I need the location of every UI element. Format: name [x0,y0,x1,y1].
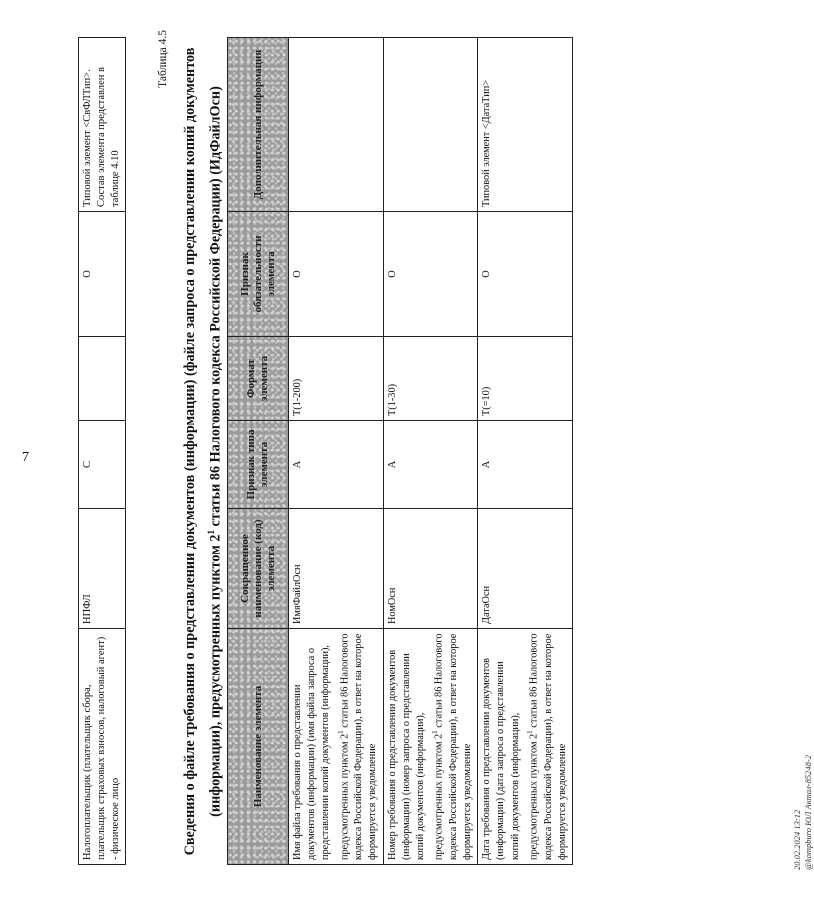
table-row [289,38,384,865]
header-required: Признак обязательности элемента [228,212,289,337]
header-format: Формат элемента [228,337,289,421]
cell-format: T(1-30) [383,337,478,421]
header-name: Наименование элемента [228,629,289,865]
cell-code: ИмяФайлОсн [289,509,384,629]
cell-required: О [289,212,384,337]
header-info: Дополнительная информация [228,38,289,212]
cell-superscript: 1 [431,730,440,734]
title-text: (информации), предусмотренных пунктом 2 [207,534,224,817]
elements-table [227,37,573,865]
title-line-1: Сведения о файле требования о представлении документов (информации) (файле запроса о представлении копий документов [182,47,198,856]
table-row [478,38,573,865]
table-row [79,38,126,865]
print-stamp [792,755,814,870]
title-line-2 [201,38,227,865]
cell-text: статьи 86 Налогового кодекса Российской Федерации), в ответ на которое формируется уведомление [528,633,568,860]
cell-type: А [383,421,478,509]
cell-superscript: 1 [525,730,534,734]
page-number: 7 [22,450,29,465]
cell-info [289,38,384,212]
cell-info: Типовой элемент <ДатаТип> [478,38,573,212]
print-source: @kompburo ЮЛ Актал-85248-2 [803,755,813,870]
cell-text: статьи 86 Налогового кодекса Российской Федерации), в ответ на которое формируется уведомление [339,633,379,860]
cell-required: О [79,212,126,337]
cell-info: Типовой элемент <СвФЛТип>. Состав элемента представлен в таблице 4.10 [79,38,126,212]
cell-text: Номер требования о представлении документов (информации) (номер запроса о представлении копий документов (информации), предусмотренных пунктом 2 [386,649,445,860]
cell-code: НПФЛ [79,509,126,629]
cell-format: T(1-200) [289,337,384,421]
cell-type: А [289,421,384,509]
cell-required: О [478,212,573,337]
cell-name [478,629,573,865]
cell-format [79,337,126,421]
print-date: 20.02.2024 13:12 [792,809,802,870]
cell-superscript: 1 [336,730,345,734]
cell-format: T(=10) [478,337,573,421]
table-caption: Таблица 4.5 [157,30,169,88]
cell-type: А [478,421,573,509]
title-text: статьи 86 Налогового кодекса Российской Федерации) (ИдФайлОсн) [207,86,224,531]
cell-type: С [79,421,126,509]
cell-code: НомОсн [383,509,478,629]
header-type: Признак типа элемента [228,421,289,509]
cell-text: статьи 86 Налогового кодекса Российской Федерации), в ответ на которое формируется уведомление [433,633,474,860]
cell-name [289,629,384,865]
cell-name: Налогоплательщик (плательщик сбора, плательщик страховых взносов, налоговый агент) - физическое лицо [79,629,126,865]
cell-info [383,38,478,212]
table-row [383,38,478,865]
continuation-table [78,37,126,865]
table-header-row [228,38,289,865]
cell-text: Имя файла требования о представлении документов (информации) (имя файла запроса о представлении копий документов (информации), предусмотренных пунктом 2 [292,645,351,860]
table-title [180,38,227,865]
cell-required: О [383,212,478,337]
cell-name [383,629,478,865]
cell-text: Дата требования о представлении документов (информации) (дата запроса о представлении копий документов (информации), предусмотренных пунктом 2 [481,657,540,860]
rotated-page-content [30,20,813,880]
header-code: Сокращенное наименование (код) элемента [228,509,289,629]
cell-code: ДатаОсн [478,509,573,629]
title-superscript: 1 [206,530,216,535]
